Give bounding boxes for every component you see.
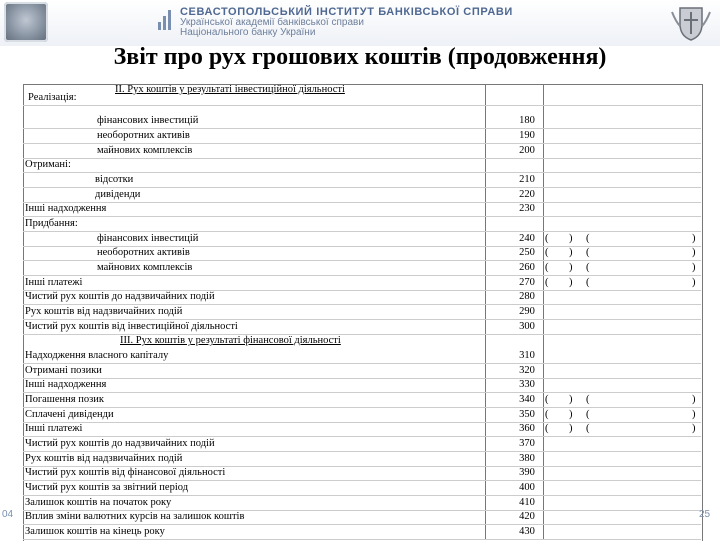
table-row [25, 378, 705, 392]
table-row [25, 452, 705, 466]
row-label: Вплив зміни валютних курсів на залишок коштів [25, 511, 245, 523]
table-row [25, 144, 705, 158]
table-row [25, 349, 705, 363]
row-code: 370 [519, 438, 535, 450]
table-row [25, 217, 705, 231]
bank-logo-icon [158, 10, 172, 30]
row-code: 420 [519, 511, 535, 523]
row-label: Чистий рух коштів до надзвичайних подій [25, 291, 215, 303]
row-code: 350 [519, 408, 535, 420]
row-label: Інші платежі [25, 276, 83, 288]
row-code: 250 [519, 247, 535, 259]
paren-close: ) [692, 423, 696, 435]
row-code: 280 [519, 291, 535, 303]
institute-name: СЕВАСТОПОЛЬСЬКИЙ ІНСТИТУТ БАНКІВСЬКОЇ СПРАВИ [180, 6, 513, 18]
row-label: Отримані позики [25, 364, 102, 376]
paren-open: ( [586, 276, 590, 288]
table-row [25, 276, 705, 290]
section-title: ІІ. Рух коштів у результаті інвестиційної діяльності [115, 84, 345, 95]
paren-open: ( [545, 423, 549, 435]
row-label: Чистий рух коштів до надзвичайних подій [25, 438, 215, 450]
row-label: Інші надходження [25, 203, 107, 215]
row-label: Погашення позик [25, 394, 104, 406]
table-row [25, 364, 705, 378]
table-row [25, 91, 705, 105]
institute-affiliation: Української академії банківської справи [180, 17, 364, 28]
paren-open: ( [545, 276, 549, 288]
row-label: майнових комплексів [97, 262, 193, 274]
row-code: 190 [519, 130, 535, 141]
table-row [25, 114, 705, 128]
paren-close: ) [692, 247, 696, 259]
row-label: фінансових інвестицій [97, 232, 199, 244]
row-label: Залишок коштів на кінець року [25, 526, 165, 538]
table-row [25, 188, 705, 202]
table-row [25, 232, 705, 246]
row-label: необоротних активів [97, 247, 190, 259]
row-label: Залишок коштів на початок року [25, 496, 172, 508]
row-code: 390 [519, 467, 535, 479]
paren-close: ) [569, 276, 573, 288]
table-row [25, 525, 705, 539]
paren-open: ( [586, 423, 590, 435]
paren-close: ) [692, 394, 696, 406]
row-code: 200 [519, 144, 535, 156]
table-row [25, 320, 705, 334]
paren-open: ( [586, 394, 590, 406]
row-label: майнових комплексів [97, 144, 193, 156]
row-code: 220 [519, 188, 535, 200]
row-label: необоротних активів [97, 130, 190, 141]
table-row [25, 510, 705, 524]
table-row [25, 496, 705, 510]
row-code: 290 [519, 306, 535, 318]
paren-open: ( [545, 232, 549, 244]
row-code: 310 [519, 350, 535, 362]
paren-close: ) [692, 232, 696, 244]
table-row [25, 202, 705, 216]
row-label: дивіденди [95, 188, 141, 200]
row-label: Інші надходження [25, 379, 107, 391]
row-label: Чистий рух коштів від інвестиційної діяльності [25, 320, 238, 332]
table-row [25, 290, 705, 304]
row-label: Придбання: [25, 218, 78, 230]
row-code: 360 [519, 423, 535, 435]
row-label: Чистий рух коштів за звітний період [25, 482, 189, 494]
row-code: 210 [519, 174, 535, 186]
paren-close: ) [692, 262, 696, 274]
row-label: Чистий рух коштів від фінансової діяльності [25, 467, 226, 479]
table-row [25, 466, 705, 480]
table-row [25, 437, 705, 451]
row-label: Рух коштів від надзвичайних подій [25, 306, 183, 318]
row-code: 180 [519, 115, 535, 127]
table-row [25, 408, 705, 422]
row-label: Сплачені дивіденди [25, 408, 114, 420]
page-number: 25 [699, 509, 711, 520]
table-row [25, 129, 705, 143]
paren-close: ) [569, 423, 573, 435]
row-label: Отримані: [25, 159, 71, 171]
row-label: фінансових інвестицій [97, 115, 199, 127]
paren-close: ) [569, 408, 573, 420]
table-row [25, 173, 705, 187]
table-row [25, 393, 705, 407]
paren-open: ( [545, 394, 549, 406]
table-row [25, 261, 705, 275]
section-title: ІІІ. Рух коштів у результаті фінансової діяльності [120, 335, 341, 347]
coat-of-arms-icon [668, 2, 714, 42]
institute-parent: Національного банку України [180, 27, 316, 38]
row-label: Реалізація: [28, 92, 77, 103]
paren-open: ( [545, 247, 549, 259]
row-label: Надходження власного капіталу [25, 350, 169, 362]
row-code: 300 [519, 320, 535, 332]
paren-open: ( [586, 262, 590, 274]
institute-name-block [180, 6, 640, 38]
section-heading-financing [25, 334, 705, 348]
row-code: 330 [519, 379, 535, 391]
table-row [25, 246, 705, 260]
slide-header [0, 0, 720, 46]
table-row [25, 305, 705, 319]
paren-close: ) [569, 394, 573, 406]
table-row [25, 158, 705, 172]
paren-open: ( [586, 247, 590, 259]
paren-close: ) [692, 408, 696, 420]
paren-open: ( [545, 262, 549, 274]
row-divider [23, 334, 701, 335]
paren-close: ) [569, 247, 573, 259]
row-code: 270 [519, 276, 535, 288]
row-code: 410 [519, 496, 535, 508]
row-code: 340 [519, 394, 535, 406]
paren-close: ) [569, 232, 573, 244]
row-code: 430 [519, 526, 535, 538]
table-row [25, 422, 705, 436]
row-label: Інші платежі [25, 423, 83, 435]
paren-open: ( [586, 408, 590, 420]
university-building-emblem-icon [4, 2, 48, 42]
row-divider [23, 105, 701, 106]
row-code: 400 [519, 482, 535, 494]
row-code: 380 [519, 452, 535, 464]
row-code: 240 [519, 232, 535, 244]
paren-close: ) [569, 262, 573, 274]
row-label: відсотки [95, 174, 134, 186]
table-row [25, 481, 705, 495]
row-code: 320 [519, 364, 535, 376]
footer-date: 04 [2, 509, 14, 520]
paren-open: ( [586, 232, 590, 244]
row-label: Рух коштів від надзвичайних подій [25, 452, 183, 464]
row-code: 230 [519, 203, 535, 215]
page-title: Звіт про рух грошових коштів (продовження) [113, 44, 607, 70]
row-code: 260 [519, 262, 535, 274]
paren-open: ( [545, 408, 549, 420]
paren-close: ) [692, 276, 696, 288]
